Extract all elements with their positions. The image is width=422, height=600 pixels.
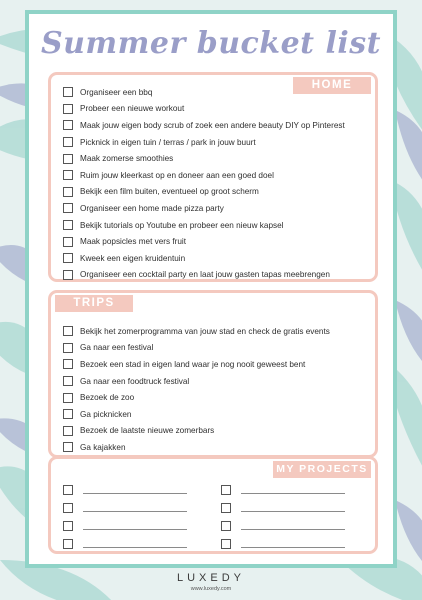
item-label: Maak jouw eigen body scrub of zoek een andere beauty DIY op Pinterest: [80, 120, 345, 130]
project-row: [221, 535, 345, 553]
project-row: [221, 481, 345, 499]
list-item: [63, 200, 345, 217]
home-section: [48, 72, 378, 282]
projects-left-column: [63, 481, 187, 553]
list-item: [63, 150, 345, 167]
home-section-label: HOME: [293, 77, 371, 94]
checkbox[interactable]: [221, 503, 231, 513]
project-row: [63, 499, 187, 517]
list-item: [63, 167, 345, 184]
project-row: [63, 481, 187, 499]
checkbox[interactable]: [63, 137, 73, 147]
trips-section: [48, 290, 378, 458]
write-in-line[interactable]: [83, 511, 187, 512]
list-item: [63, 356, 330, 373]
checkbox[interactable]: [63, 237, 73, 247]
page-title: Summer bucket list: [40, 26, 382, 61]
list-item: [63, 389, 330, 406]
checkbox[interactable]: [63, 521, 73, 531]
list-item: [63, 373, 330, 390]
checkbox[interactable]: [63, 539, 73, 549]
project-row: [221, 499, 345, 517]
checkbox[interactable]: [63, 253, 73, 263]
list-item: [63, 101, 345, 118]
list-item: [63, 323, 330, 340]
list-item: [63, 439, 330, 456]
item-label: Kweek een eigen kruidentuin: [80, 253, 186, 263]
item-label: Bekijk een film buiten, eventueel op groot scherm: [80, 187, 259, 197]
write-in-line[interactable]: [83, 547, 187, 548]
checkbox[interactable]: [63, 154, 73, 164]
list-item: [63, 184, 345, 201]
item-label: Organiseer een bbq: [80, 87, 153, 97]
write-in-line[interactable]: [241, 529, 345, 530]
list-item: [63, 117, 345, 134]
checkbox[interactable]: [63, 104, 73, 114]
item-label: Bezoek de zoo: [80, 393, 135, 403]
checkbox[interactable]: [221, 521, 231, 531]
projects-section: [48, 456, 378, 554]
checkbox[interactable]: [63, 485, 73, 495]
list-item: [63, 340, 330, 357]
write-in-line[interactable]: [241, 493, 345, 494]
checkbox[interactable]: [63, 326, 73, 336]
item-label: Maak zomerse smoothies: [80, 154, 174, 164]
brand-logo: LUXEDY: [176, 572, 246, 584]
write-in-line[interactable]: [83, 493, 187, 494]
checkbox[interactable]: [221, 539, 231, 549]
checkbox[interactable]: [63, 359, 73, 369]
list-item: [63, 233, 345, 250]
trips-list: [63, 323, 330, 456]
checkbox[interactable]: [63, 203, 73, 213]
projects-section-label: MY PROJECTS: [273, 461, 371, 478]
checklist-sheet: [25, 10, 397, 568]
list-item: [63, 267, 345, 284]
project-row: [221, 517, 345, 535]
item-label: Maak popsicles met vers fruit: [80, 237, 187, 247]
write-in-line[interactable]: [241, 547, 345, 548]
project-row: [63, 535, 187, 553]
list-item: [63, 250, 345, 267]
item-label: Ga picknicken: [80, 409, 132, 419]
item-label: Ga naar een foodtruck festival: [80, 376, 190, 386]
checkbox[interactable]: [63, 503, 73, 513]
brand-url[interactable]: www.luxedy.com: [190, 586, 232, 592]
item-label: Bekijk het zomerprogramma van jouw stad en check de gratis events: [80, 326, 330, 336]
checkbox[interactable]: [221, 485, 231, 495]
checkbox[interactable]: [63, 393, 73, 403]
home-list: [63, 84, 345, 283]
checkbox[interactable]: [63, 426, 73, 436]
checkbox[interactable]: [63, 120, 73, 130]
item-label: Organiseer een cocktail party en laat jouw gasten tapas meebrengen: [80, 270, 330, 280]
list-item: [63, 217, 345, 234]
checkbox[interactable]: [63, 343, 73, 353]
item-label: Bezoek een stad in eigen land waar je nog nooit geweest bent: [80, 359, 306, 369]
trips-section-label: TRIPS: [55, 295, 133, 312]
checkbox[interactable]: [63, 170, 73, 180]
write-in-line[interactable]: [83, 529, 187, 530]
item-label: Ga kajakken: [80, 442, 126, 452]
item-label: Probeer een nieuwe workout: [80, 104, 185, 114]
item-label: Ga naar een festival: [80, 343, 154, 353]
projects-right-column: [221, 481, 345, 553]
item-label: Ruim jouw kleerkast op en doneer aan een goed doel: [80, 170, 274, 180]
item-label: Bezoek de laatste nieuwe zomerbars: [80, 426, 215, 436]
list-item: [63, 134, 345, 151]
checkbox[interactable]: [63, 409, 73, 419]
checkbox[interactable]: [63, 187, 73, 197]
checkbox[interactable]: [63, 270, 73, 280]
checkbox[interactable]: [63, 376, 73, 386]
checkbox[interactable]: [63, 220, 73, 230]
item-label: Bekijk tutorials op Youtube en probeer een nieuw kapsel: [80, 220, 284, 230]
item-label: Picknick in eigen tuin / terras / park in jouw buurt: [80, 137, 256, 147]
checkbox[interactable]: [63, 442, 73, 452]
checkbox[interactable]: [63, 87, 73, 97]
list-item: [63, 423, 330, 440]
list-item: [63, 406, 330, 423]
item-label: Organiseer een home made pizza party: [80, 203, 224, 213]
write-in-line[interactable]: [241, 511, 345, 512]
list-item: [63, 84, 345, 101]
project-row: [63, 517, 187, 535]
